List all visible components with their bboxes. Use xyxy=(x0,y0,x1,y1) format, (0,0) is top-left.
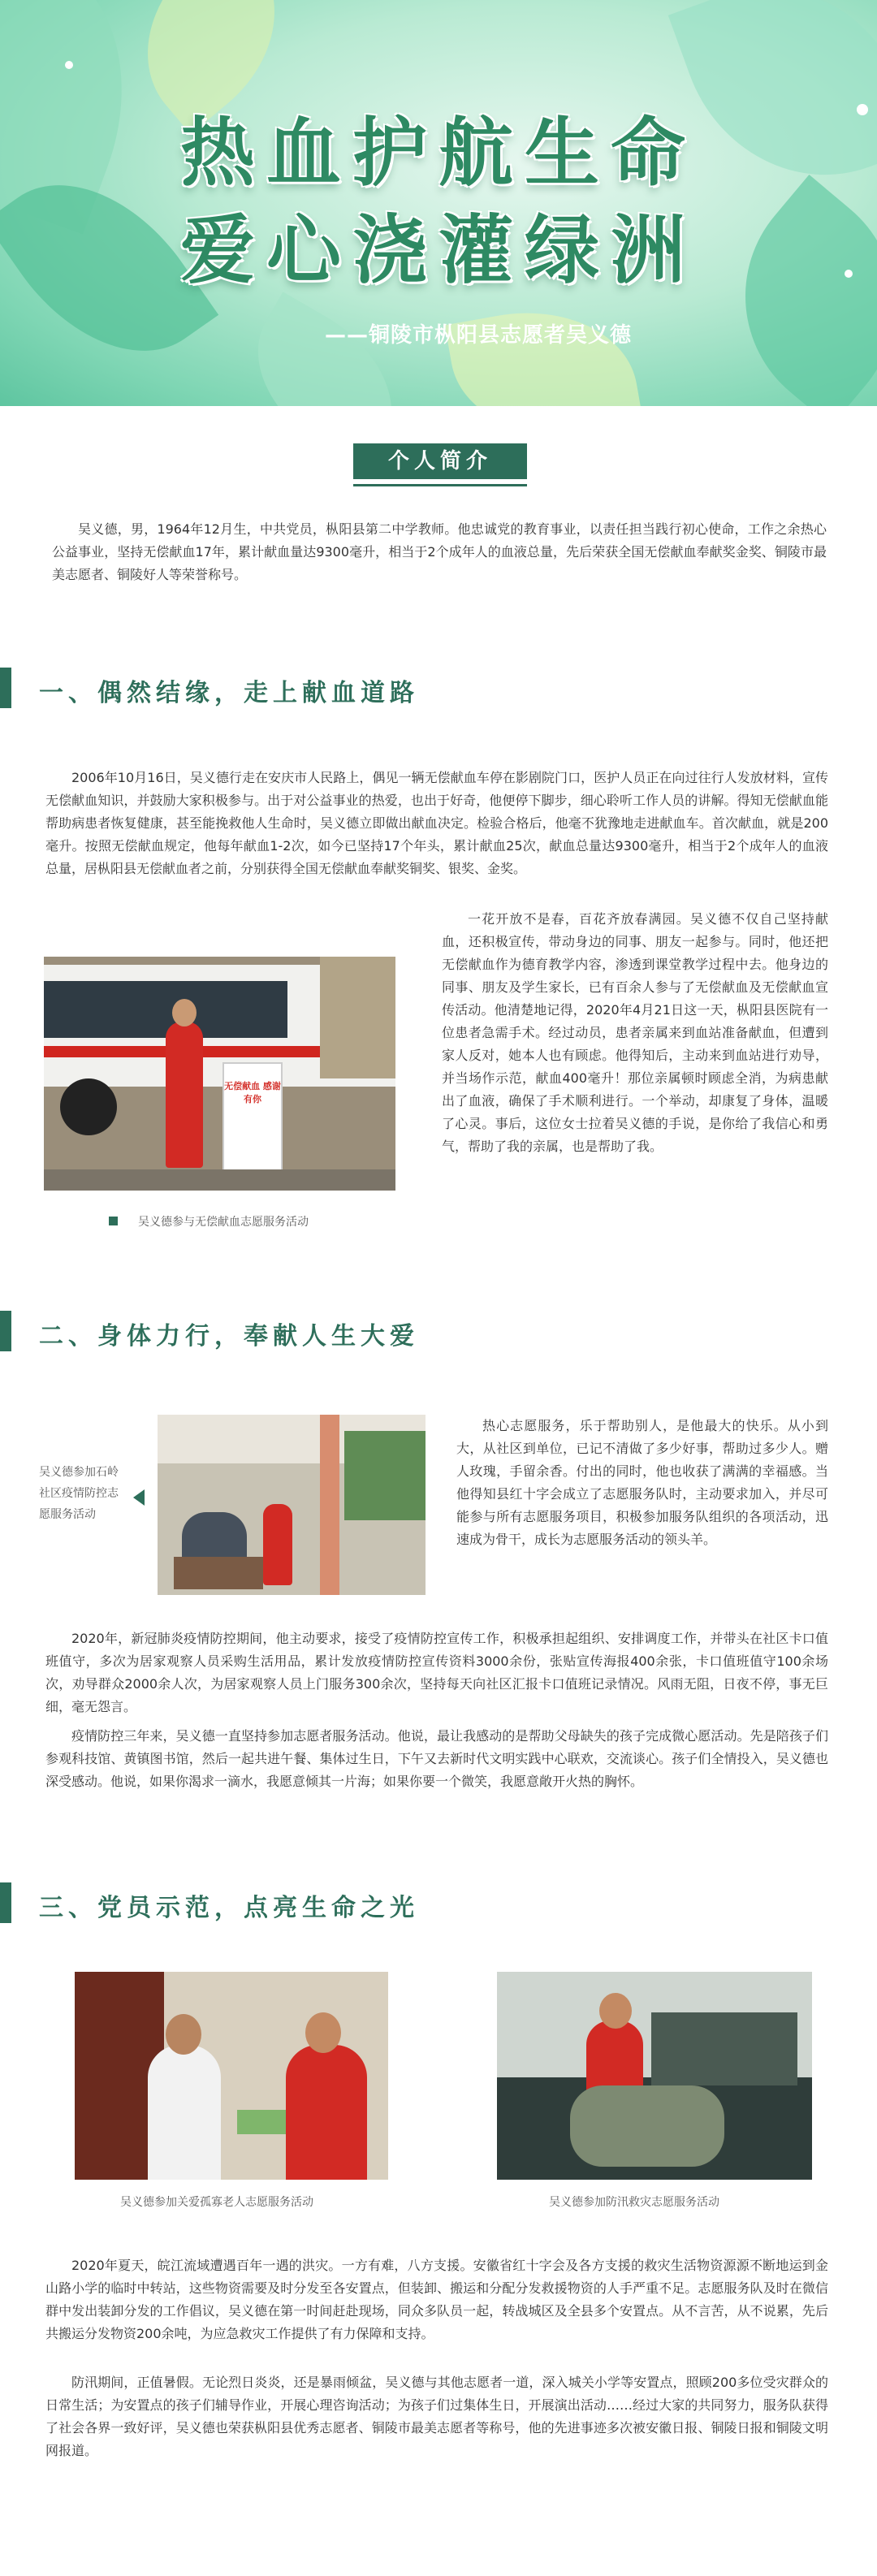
crowd xyxy=(182,1512,247,1557)
blood-donation-photo xyxy=(44,957,395,1191)
section3-para2: 防汛期间，正值暑假。无论烈日炎炎，还是暴雨倾盆，吴义德与其他志愿者一道，深入城关小学等安置点，照顾200多位受灾群众的日常生活；为安置点的孩子们辅导作业，开展心理咨询活动；为孩子们过集体生日，开展演出活动……经过大家的共同努力，服务队获得了社会各界一致好评，吴义德也荣获枞阳县优秀志愿者、铜陵市最美志愿者等称号，他的先进事迹多次被安徽日报、铜陵日报和铜陵文明网报道。 xyxy=(45,2375,828,2458)
page-subtitle: ——铜陵市枞阳县志愿者吴义德 xyxy=(325,323,633,348)
photo-caption: 吴义德参与无偿献血志愿服务活动 xyxy=(138,1216,309,1229)
section-heading xyxy=(0,1882,877,1923)
section2-para3: 疫情防控三年来，吴义德一直坚持参加志愿者服务活动。他说，最让我感动的是帮助父母缺失的孩子完成微心愿活动。先是陪孩子们参观科技馆、黄镇图书馆，然后一起共进午餐、集体过生日，下午又去新时代文明实践中心联欢，交流谈心。孩子们全情投入，吴义德也深受感动。他说，如果你渴求一滴水，我愿意倾其一片海；如果你要一个微笑，我愿意敞开火热的胸怀。 xyxy=(45,1728,828,1789)
header-banner xyxy=(0,0,877,406)
profile-text: 吴义德，男，1964年12月生，中共党员，枞阳县第二中学教师。他忠诚党的教育事业，以责任担当践行初心使命，工作之余热心公益事业，坚持无偿献血17年，累计献血量达9300毫升，相当于2个成年人的血液总量，先后荣获全国无偿献血奉献奖金奖、铜陵市最美志愿者、铜陵好人等荣誉称号。 xyxy=(52,521,827,582)
sack xyxy=(570,2085,724,2167)
leaf-decoration xyxy=(445,294,643,406)
photo-caption-left: 吴义德参加关爱孤寡老人志愿服务活动 xyxy=(120,2196,313,2209)
page-title-line2: 爱心浇灌绿洲 xyxy=(179,207,697,294)
volunteer-head xyxy=(305,2012,341,2053)
section3-title: 三、党员示范，点亮生命之光 xyxy=(39,1894,419,1922)
trees xyxy=(344,1431,426,1520)
leaf-decoration xyxy=(226,292,423,406)
gift-box xyxy=(237,2110,286,2134)
heading-bar xyxy=(0,1882,11,1923)
volunteer-figure xyxy=(263,1504,292,1585)
heading-underline xyxy=(353,484,527,486)
section-heading xyxy=(0,1311,877,1351)
section2-para1: 热心志愿服务，乐于帮助别人，是他最大的快乐。从小到大，从社区到单位，已记不清做了多少好事，帮助过多少人。赠人玫瑰，手留余香。付出的同时，他也收获了满满的幸福感。当他得知县红十字会成立了志愿服务队时，主动要求加入，并尽可能参与所有志愿服务项目，积极参加服务队组织的各项活动，迅速成为骨干，成长为志愿服务活动的领头羊。 xyxy=(456,1418,828,1547)
volunteer-figure xyxy=(286,2045,367,2180)
section-heading xyxy=(0,668,877,708)
section1-title: 一、偶然结缘，走上献血道路 xyxy=(39,679,419,707)
photo-caption-right: 吴义德参加防汛救灾志愿服务活动 xyxy=(549,2196,719,2209)
dot-decoration xyxy=(65,61,73,69)
profile-heading: 个人简介 xyxy=(353,443,527,479)
elderly-care-photo xyxy=(75,1972,388,2180)
building-bg xyxy=(320,957,395,1078)
sign-board xyxy=(222,1062,283,1179)
flood-relief-photo xyxy=(497,1972,812,2180)
section3-para1: 2020年夏天，皖江流域遭遇百年一遇的洪灾。一方有难，八方支援。安徽省红十字会及各方支援的救灾生活物资源源不断地运到金山路小学的临时中转站，这些物资需要及时分发至各安置点，但装卸、搬运和分配分发救援物资的人手严重不足。志愿服务队及时在微信群中发出装卸分发的工作倡议，吴义德在第一时间赶赴现场，同众多队员一起，转战城区及全县多个安置点。从不言苦，从不说累，先后共搬运分发物资200余吨，为应急救灾工作提供了有力保障和支持。 xyxy=(45,2258,828,2341)
people-bg xyxy=(651,2012,797,2085)
page-title-line1: 热血护航生命 xyxy=(179,110,697,197)
section1-para1: 2006年10月16日，吴义德行走在安庆市人民路上，偶见一辆无偿献血车停在影剧院门口，医护人员正在向过往行人发放材料，宣传无偿献血知识，并鼓励大家积极参与。出于对公益事业的热爱，也出于好奇，他便停下脚步，细心聆听工作人员的讲解。得知无偿献血能帮助病患者恢复健康，甚至能挽救他人生命时，吴义德立即做出献血决定。检验合格后，他毫不犹豫地走进献血车。首次献血，就是200毫升。按照无偿献血规定，他每年献血1-2次，如今已坚持17个年头，累计献血25次，献血总量达9300毫升，相当于2个成年人的血液总量，居枞阳县无偿献血者之前，分别获得全国无偿献血奉献奖铜奖、银奖、金奖。 xyxy=(45,770,828,876)
desk xyxy=(174,1557,263,1589)
caption-marker xyxy=(109,1217,118,1225)
volunteer-head xyxy=(599,1993,632,2029)
sign-text: 无偿献血 感谢有你 xyxy=(224,1081,281,1104)
person-figure xyxy=(166,1022,203,1168)
caption-arrow xyxy=(133,1489,145,1506)
section1-para2: 一花开放不是春，百花齐放春满园。吴义德不仅自己坚持献血，还积极宣传，带动身边的同事、朋友一起参与。同时，他还把无偿献血作为德育教学内容，渗透到课堂教学过程中去。他身边的同事、朋友及学生家长，已有百余人参与了无偿献血及无偿献血宣传活动。他清楚地记得，2020年4月21日这一天，枞阳县医院有一位患者急需手术。经过动员，患者亲属来到血站准备献血，但遭到家人反对，她本人也有顾虑。他得知后，主动来到血站进行劝导，并当场作示范，献血400毫升！那位亲属顿时顾虑全消，为病患献出了血液，确保了手术顺利进行。一个举动，却康复了身体，温暖了心灵。事后，这位女士拉着吴义德的手说，是你给了我信心和勇气，帮助了我的亲属，也是帮助了我。 xyxy=(442,911,828,1154)
heading-bar xyxy=(0,668,11,708)
heading-bar xyxy=(0,1311,11,1351)
ground xyxy=(44,1169,395,1191)
volunteer-figure xyxy=(586,2021,643,2094)
bus-window xyxy=(44,981,287,1038)
section2-title: 二、身体力行，奉献人生大爱 xyxy=(39,1322,419,1351)
bus-wheel xyxy=(60,1078,117,1135)
elder-head xyxy=(166,2014,201,2055)
person-head xyxy=(172,999,197,1027)
epidemic-duty-photo xyxy=(158,1415,426,1595)
pillar xyxy=(320,1415,339,1595)
section2-para2: 2020年，新冠肺炎疫情防控期间，他主动要求，接受了疫情防控宣传工作，积极承担起组织、安排调度工作，并带头在社区卡口值班值守，多次为居家观察人员采购生活用品，累计发放疫情防控宣传资料3000余份，张贴宣传海报400余张，卡口值班值守100余场次，劝导群众2000余人次，为居家观察人员上门服务300余次，坚持每天向社区汇报卡口值班记录情况。风雨无阻，日夜不停，事无巨细，毫无怨言。 xyxy=(45,1631,828,1714)
elder-figure xyxy=(148,2045,221,2180)
side-caption: 吴义德参加石岭社区疫情防控志愿服务活动 xyxy=(39,1466,119,1521)
